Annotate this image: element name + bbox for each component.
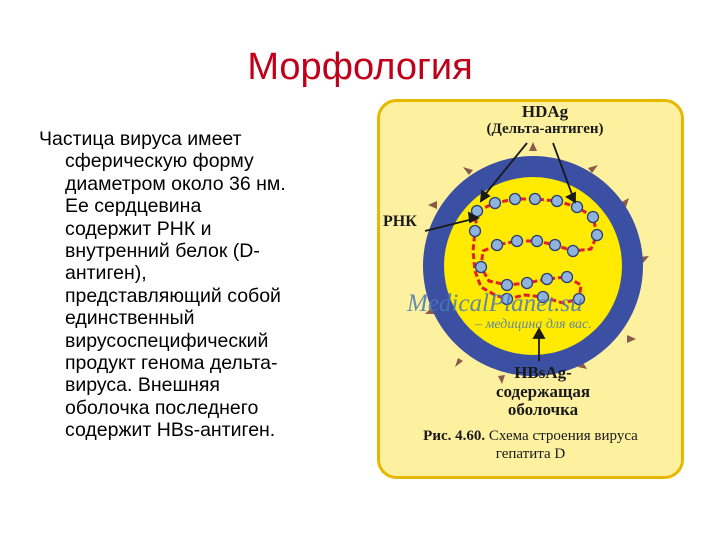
antigen-bead	[562, 272, 573, 283]
antigen-bead	[522, 278, 533, 289]
body-paragraph: Частица вируса имеет сферическую форму диаметром около 36 нм. Ее сердцевина содержит РНК и внутренний белок (D- антиген), представляющий собой единственный вирусоспецифический продукт генома дельта- вируса. Внешняя оболочка последнего содержит HBs-антиген.	[39, 128, 286, 442]
label-hdag: HDAg	[521, 102, 569, 121]
antigen-bead	[550, 240, 561, 251]
antigen-bead	[512, 236, 523, 247]
antigen-bead	[502, 280, 513, 291]
antigen-bead	[532, 236, 543, 247]
antigen-bead	[572, 202, 583, 213]
body-text	[39, 128, 359, 442]
label-hbsag-line1: HBsAg-	[514, 363, 572, 382]
figure-frame	[377, 99, 684, 479]
antigen-bead	[492, 240, 503, 251]
antigen-bead	[592, 230, 603, 241]
figure-caption	[377, 427, 684, 463]
label-rna: РНК	[383, 213, 417, 230]
caption-text-2: гепатита D	[495, 446, 566, 462]
slide-title: Морфология	[247, 46, 473, 88]
watermark-tagline: – медицина для вас.	[475, 317, 592, 332]
caption-text-1: Схема строения вируса	[488, 428, 638, 444]
virus-figure	[377, 99, 684, 479]
antigen-bead	[568, 246, 579, 257]
antigen-bead	[470, 226, 481, 237]
antigen-bead	[510, 194, 521, 205]
watermark-site: MedicalPlanet.su	[407, 290, 583, 317]
antigen-bead	[588, 212, 599, 223]
label-hbsag-line3: оболочка	[507, 400, 579, 419]
antigen-bead	[542, 274, 553, 285]
caption-number: Рис. 4.60.	[423, 428, 486, 444]
label-hdag-sub: (Дельта-антиген)	[486, 121, 604, 137]
antigen-bead	[530, 194, 541, 205]
antigen-bead	[476, 262, 487, 273]
antigen-bead	[490, 198, 501, 209]
label-hbsag-line2: содержащая	[495, 382, 591, 401]
antigen-bead	[552, 196, 563, 207]
